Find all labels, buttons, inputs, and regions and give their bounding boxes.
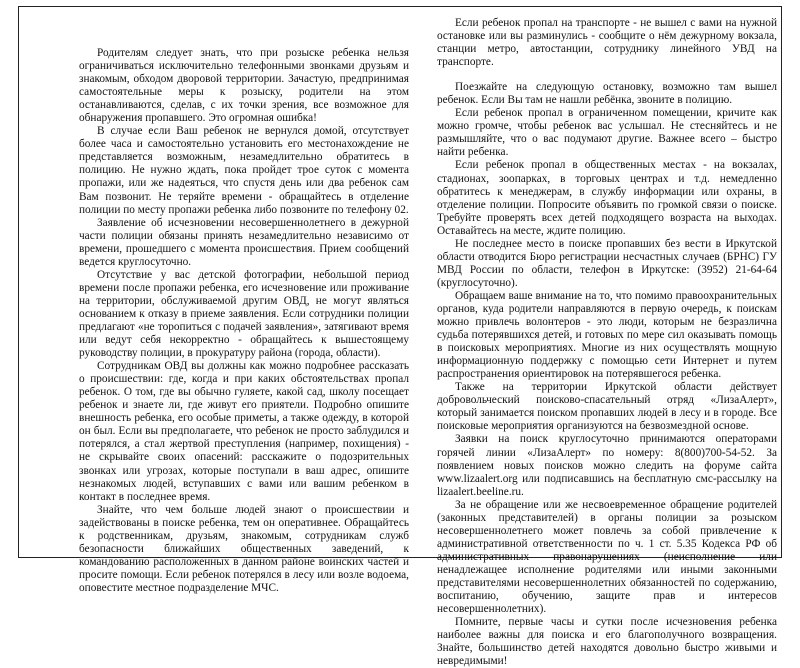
paragraph: Если ребенок пропал на транспорте - не вышел с вами на нужной остановке или вы разминулись - сообщите о нём дежурному вокзала, станции метро, автостанции, сотруднику линейного УВД на транспорте.: [437, 17, 777, 69]
paragraph: Родителям следует знать, что при розыске ребенка нельзя ограничиваться исключительно телефонными звонками друзьям и знакомым, обходом дворовой территории. Зачастую, предпринимая самостоятельные меры к розыску, родители на этом останавливаются, сделав, с их точки зрения, все возможное для обнаружения пропавшего. Это огромная ошибка!: [79, 47, 409, 125]
paragraph: Поезжайте на следующую остановку, возможно там вышел ребенок. Если Вы там не нашли ребёнка, звоните в полицию.: [437, 81, 777, 107]
paragraph: В случае если Ваш ребенок не вернулся домой, отсутствует более часа и самостоятельно установить его местонахождение не представляется возможным, незамедлительно обратитесь в полицию. Не нужно ждать, пока пройдет трое суток с момента пропажи, или же надеяться, что спустя день или два ребенок сам Вам позвонит. Не теряйте времени - обращайтесь в отделение полиции по месту пропажи ребенка либо позвоните по телефону 02.: [79, 125, 409, 216]
paragraph: Не последнее место в поиске пропавших без вести в Иркутской области отводится Бюро регистрации несчастных случаев (БРНС) ГУ МВД России по области, телефон в Иркутске: (3952) 21-64-64 (круглосуточно).: [437, 237, 777, 289]
paragraph: За не обращение или же несвоевременное обращение родителей (законных представителей) в органы полиции за розыском несовершеннолетнего может повлечь за собой привлечение к административной ответственности по ч. 1 ст. 5.35 Кодекса РФ об административных правонарушениях (неисполнение или ненадлежащее исполнение родителями или иными законными представителями несовершеннолетних обязанностей по содержанию, воспитанию, обучению, защите прав и интересов несовершеннолетних).: [437, 498, 777, 616]
paragraph: Помните, первые часы и сутки после исчезновения ребенка наиболее важны для поиска и его благополучного возвращения. Знайте, большинство детей находятся довольно быстро живыми и невредимыми!: [437, 616, 777, 668]
paragraph: Знайте, что чем больше людей знают о происшествии и задействованы в поиске ребенка, тем он оперативнее. Обращайтесь к родственникам, друзьям, знакомым, сотрудникам служб безопасности ближайших общественных заведений, к командованию расположенных в данном районе воинских частей и просите помощи. Если ребенок потерялся в лесу или возле водоема, оповестите местное подразделение МЧС.: [79, 503, 409, 594]
paragraph: Заявление об исчезновении несовершеннолетнего в дежурной части полиции обязаны принять незамедлительно независимо от времени, прошедшего с момента происшествия. Прием сообщений ведется круглосуточно.: [79, 216, 409, 268]
paragraph: Также на территории Иркутской области действует добровольческий поисково-спасательный отряд «ЛизаАлерт», который занимается поиском пропавших людей в лесу и в городе. Все поисковые мероприятия организуются на безвозмездной основе.: [437, 381, 777, 433]
paragraph: Отсутствие у вас детской фотографии, небольшой период времени после пропажи ребенка, его исчезновение или проживание на территории, обслуживаемой другим ОВД, не могут являться основанием к отказу в приеме заявления. Если сотрудники полиции предлагают «не торопиться с подачей заявления», затягивают время или ведут себя некорректно - обращайтесь к вышестоящему руководству полиции, в прокуратуру района (города, области).: [79, 268, 409, 360]
paragraph: Обращаем ваше внимание на то, что помимо правоохранительных органов, куда родители направляются в первую очередь, к поискам можно привлечь волонтеров - это люди, которым не безразлична судьба потерявшихся детей, и готовых по мере сил оказывать помощь в поисковых мероприятиях. Многие из них осуществлять мощную информационную поддержку с помощью сети Интернет и путем распространения ориентировок на потерявшегося ребенка.: [437, 289, 777, 381]
paragraph: Сотрудникам ОВД вы должны как можно подробнее рассказать о происшествии: где, когда и при каких обстоятельствах пропал ребенок. О том, где вы обычно гуляете, какой сад, школу посещает ребенок и знаете ли, где живут его приятели. Подробно опишите внешность ребенка, его особые приметы, а также одежду, в которой он был. Если вы предполагаете, что ребенок не просто заблудился и потерялся, а стал жертвой преступления (например, похищения) - не скрывайте своих опасений: расскажите о подозрительных звонках или угрозах, которые поступали в ваш адрес, опишите незнакомых людей, вступавших с вами или вашим ребенком в контакт в последнее время.: [79, 360, 409, 503]
paragraph: Если ребенок пропал в ограниченном помещении, кричите как можно громче, чтобы ребенок вас услышал. Не стесняйтесь и не размышляйте, что о вас подумают другие. Важнее всего – быстро найти ребенка.: [437, 107, 777, 159]
paragraph: Если ребенок пропал в общественных местах - на вокзалах, стадионах, зоопарках, в торговых центрах и т.д. немедленно обратитесь к менеджерам, в службу информации или охраны, в отделение полиции. Попросите объявить по громкой связи о поиске. Требуйте проверять всех детей подходящего возраста на выходах. Оставайтесь на месте, ждите полицию.: [437, 159, 777, 237]
page-border: [18, 6, 782, 668]
left-column: [79, 47, 409, 595]
right-column: [437, 17, 777, 668]
paragraph: Заявки на поиск круглосуточно принимаются операторами горячей линии «ЛизаАлерт» по номеру: 8(800)700-54-52. За появлением новых поисков можно следить на форуме сайта www.lizaalert.org или подписавшись на бесплатную смс-рассылку на lizaalert.beeline.ru.: [437, 433, 777, 498]
